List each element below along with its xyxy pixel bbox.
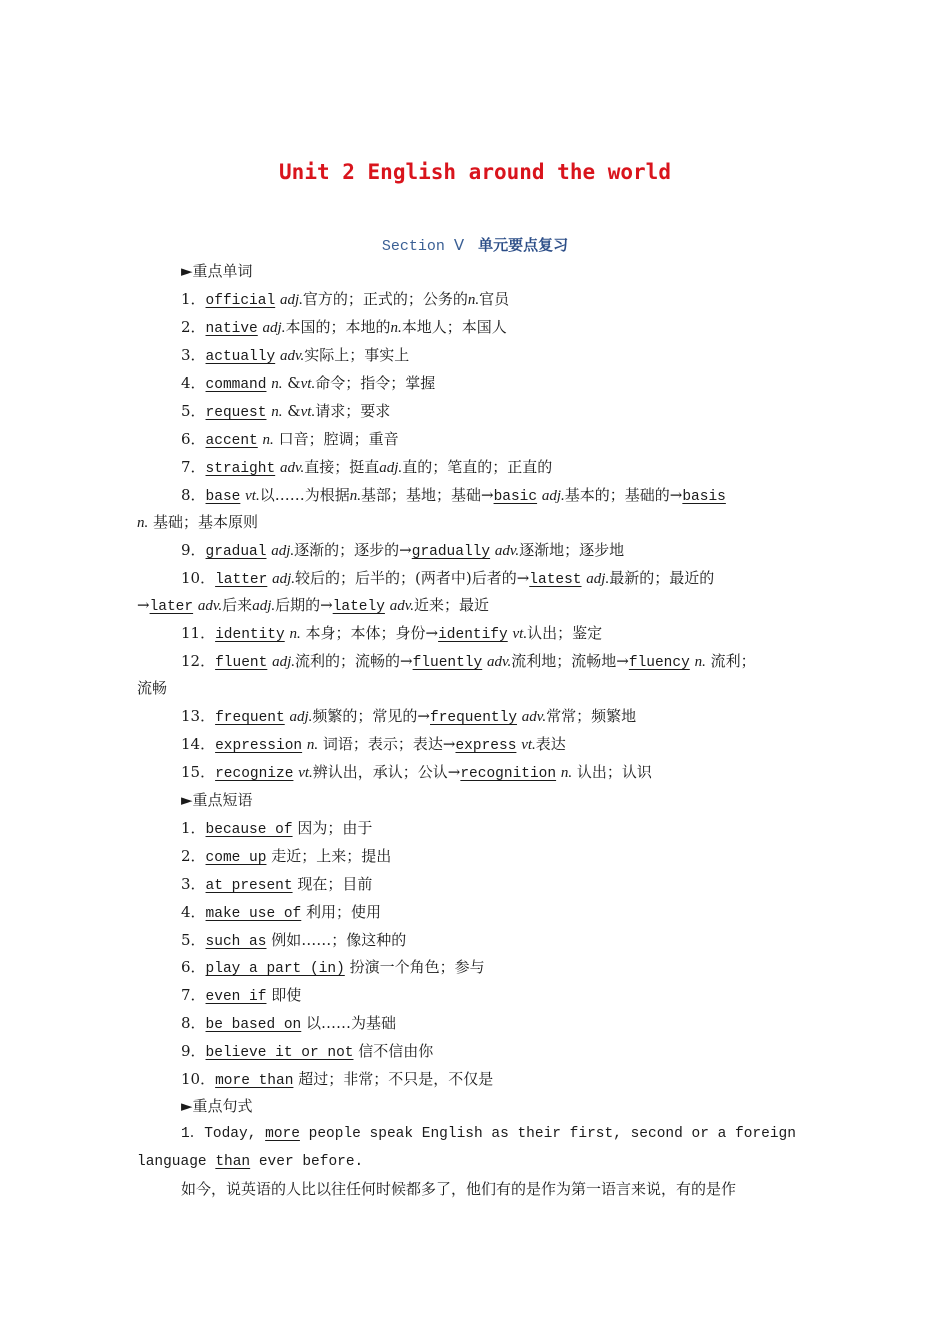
phrase-item: 6．play a part (in) 扮演一个角色；参与	[181, 958, 485, 977]
vocab-item-5: 5．request n. &vt.请求；要求	[181, 402, 391, 421]
phrase-header: ►重点短语	[181, 791, 253, 809]
sentence-1-cn: 如今，说英语的人比以往任何时候都多了，他们有的是作为第一语言来说，有的是作	[181, 1180, 737, 1198]
sentence-header: ►重点句式	[181, 1097, 253, 1115]
vocab-item-14: 14．expression n. 词语；表示；表达→express vt.表达	[181, 735, 566, 754]
page-title: Unit 2 English around the world	[279, 160, 671, 184]
phrase-item: 2．come up 走近；上来；提出	[181, 847, 392, 866]
vocab-header: ►重点单词	[181, 262, 253, 280]
vocab-item-2: 2．native adj.本国的；本地的n.本地人；本国人	[181, 318, 507, 337]
vocab-item-12: 12．fluent adj.流利的；流畅的→fluently adv.流利地；流畅地→fluency n. 流利；	[181, 652, 756, 671]
vocab-item-1: 1．official adj.官方的；正式的；公务的n.官员	[181, 290, 510, 309]
vocab-item-3: 3．actually adv.实际上；事实上	[181, 346, 410, 365]
vocab-item-4: 4．command n. &vt.命令；指令；掌握	[181, 374, 436, 393]
vocab-item-6: 6．accent n. 口音；腔调；重音	[181, 430, 399, 449]
vocab-item-7: 7．straight adv.直接；挺直adj.直的；笔直的；正直的	[181, 458, 553, 477]
phrase-item: 3．at present 现在；目前	[181, 875, 373, 894]
section-heading	[0, 234, 950, 255]
vocab-item-8-cont: n. 基础；基本原则	[137, 513, 259, 531]
vocab-item-13: 13．frequent adj.频繁的；常见的→frequently adv.常常；频繁地	[181, 707, 637, 726]
vocab-item-10-cont: →later adv.后来adj.后期的→lately adv.近来；最近	[137, 596, 489, 615]
phrase-item: 10．more than 超过；非常；不只是，不仅是	[181, 1070, 494, 1089]
phrase-item: 1．because of 因为；由于	[181, 819, 373, 838]
phrase-item: 9．believe it or not 信不信由你	[181, 1042, 434, 1061]
phrase-item: 4．make use of 利用；使用	[181, 903, 382, 922]
vocab-item-11: 11．identity n. 本身；本体；身份→identify vt.认出；鉴定	[181, 624, 603, 643]
phrase-item: 5．such as 例如……；像这种的	[181, 931, 407, 950]
sentence-1-en-cont: language than ever before.	[137, 1154, 364, 1170]
vocab-item-10: 10．latter adj.较后的；后半的；(两者中)后者的→latest adj.最新的；最近的	[181, 569, 715, 588]
phrase-item: 7．even if 即使	[181, 986, 302, 1005]
vocab-item-12-cont: 流畅	[137, 679, 168, 697]
phrase-item: 8．be based on 以……为基础	[181, 1014, 397, 1033]
vocab-item-15: 15．recognize vt.辨认出，承认；公认→recognition n. 认出；认识	[181, 763, 652, 782]
sentence-1-en: 1．Today, more people speak English as their first, second or a foreign	[181, 1126, 796, 1142]
section-title: 单元要点复习	[478, 236, 569, 254]
section-label: Section Ⅴ	[381, 238, 465, 255]
vocab-item-8: 8．base vt.以……为根据n.基部；基地；基础→basic adj.基本的；基础的→basis	[181, 486, 726, 505]
vocab-item-9: 9．gradual adj.逐渐的；逐步的→gradually adv.逐渐地；逐步地	[181, 541, 625, 560]
